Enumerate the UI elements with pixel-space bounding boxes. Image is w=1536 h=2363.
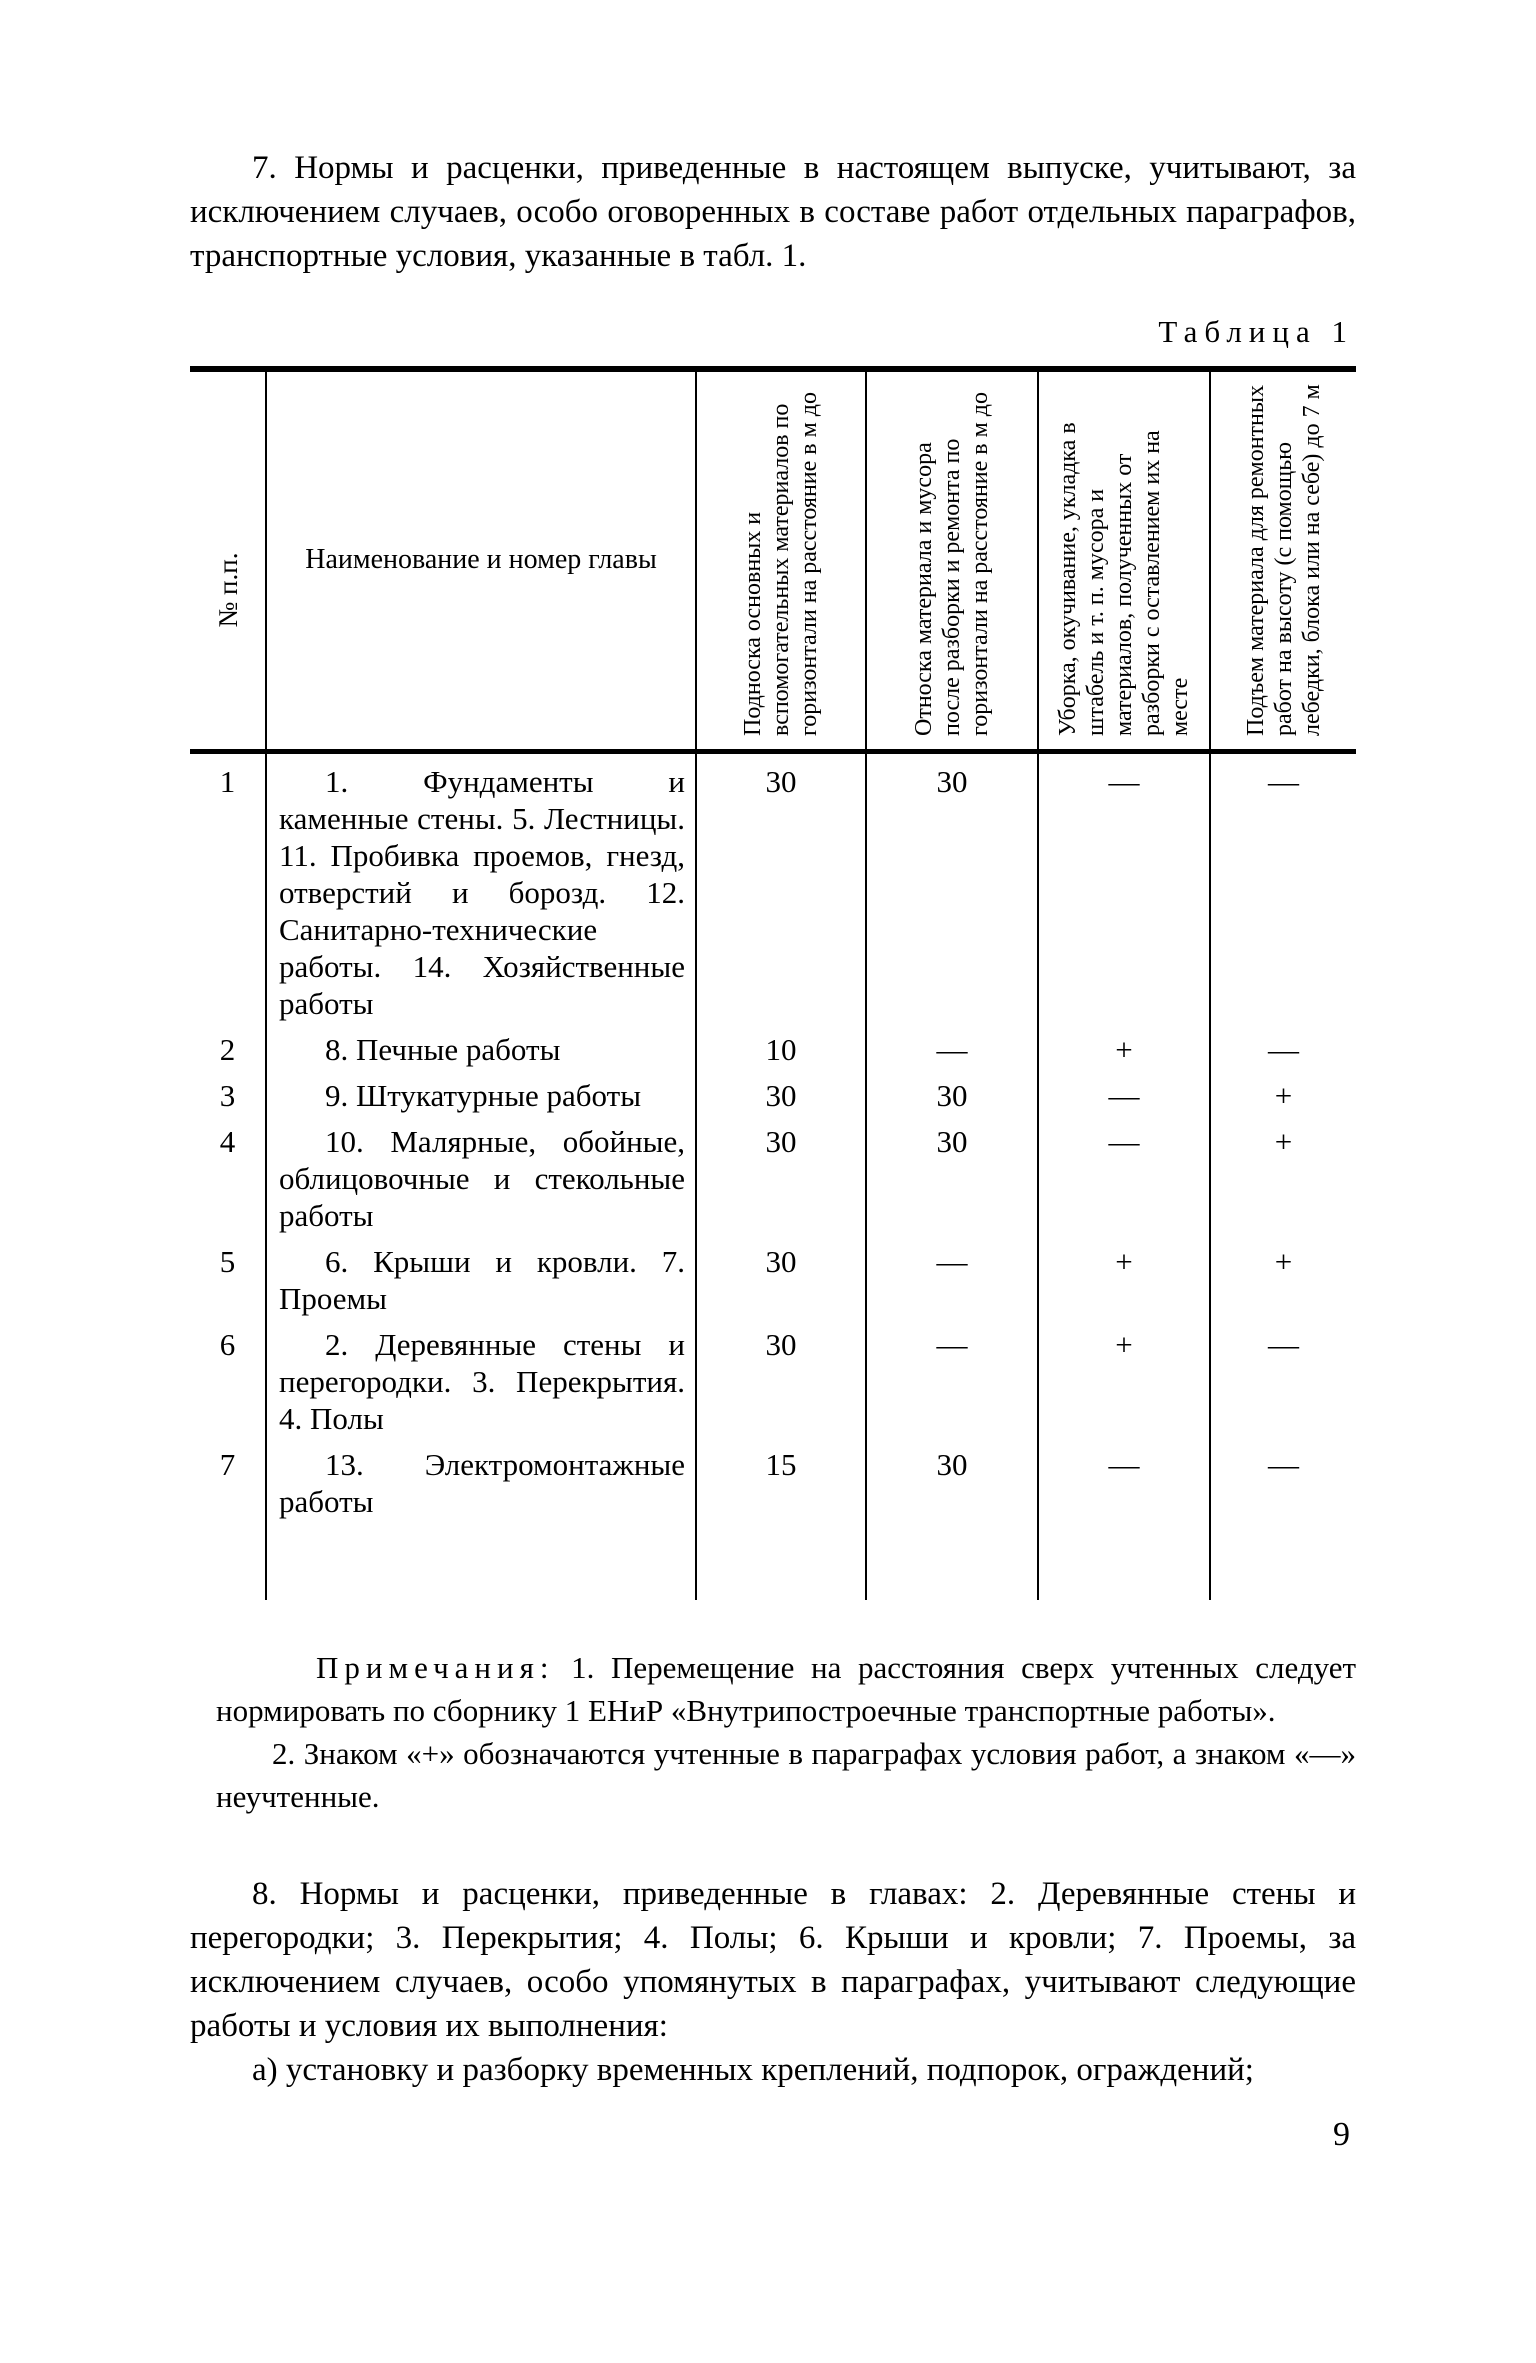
cell-podnoska: 10 — [696, 1022, 866, 1068]
cell-podnoska: 30 — [696, 1068, 866, 1114]
notes-paragraph-1 — [216, 1646, 1356, 1732]
column-header-row-number — [190, 369, 266, 751]
cell-podyem: — — [1210, 1317, 1356, 1437]
cell-podyem: + — [1210, 1068, 1356, 1114]
table-caption: Таблица 1 — [1158, 314, 1354, 349]
cell-uborka: + — [1038, 1022, 1210, 1068]
cell-podnoska: 15 — [696, 1437, 866, 1600]
column-header-row-number-label: № п.п. — [212, 552, 243, 628]
cell-podnoska: 30 — [696, 1234, 866, 1317]
cell-uborka: — — [1038, 751, 1210, 1022]
table-row — [190, 1317, 1356, 1437]
cell-podyem: — — [1210, 1437, 1356, 1600]
column-header-podnoska-label: Подноска основных и вспомогательных материалов по горизонтали на расстояние в м до — [740, 392, 822, 737]
cell-podyem: + — [1210, 1114, 1356, 1234]
table-row — [190, 1114, 1356, 1234]
column-header-podnoska — [696, 369, 866, 751]
cell-uborka: + — [1038, 1317, 1210, 1437]
row-number: 2 — [219, 1031, 236, 1067]
row-chapter-name: 10. Малярные, обойные, облицовочные и стекольные работы — [266, 1114, 696, 1234]
table-row — [190, 1437, 1356, 1600]
table-row — [190, 751, 1356, 1022]
column-header-podyem — [1210, 369, 1356, 751]
row-chapter-name: 1. Фундаменты и каменные стены. 5. Лестницы. 11. Пробивка проемов, гнезд, отверстий и борозд. 12. Санитарно-технические работы. 14. Хозяйственные работы — [266, 751, 696, 1022]
cell-otnoska: 30 — [866, 1068, 1038, 1114]
row-number: 5 — [219, 1243, 236, 1279]
cell-uborka: — — [1038, 1068, 1210, 1114]
column-header-uborka — [1038, 369, 1210, 751]
column-header-chapter-name — [266, 369, 696, 751]
cell-otnoska: 30 — [866, 1114, 1038, 1234]
cell-podyem: — — [1210, 1022, 1356, 1068]
row-number: 1 — [219, 763, 236, 799]
cell-otnoska: — — [866, 1234, 1038, 1317]
cell-podnoska: 30 — [696, 751, 866, 1022]
cell-uborka: — — [1038, 1437, 1210, 1600]
table-row — [190, 1068, 1356, 1114]
column-header-otnoska — [866, 369, 1038, 751]
cell-podyem: — — [1210, 751, 1356, 1022]
cell-uborka: + — [1038, 1234, 1210, 1317]
notes-label: Примечания: — [316, 1649, 555, 1685]
column-header-uborka-label: Уборка, окучивание, укладка в штабель и т. п. мусора и материалов, полученных от разборки с оставлением их на месте — [1055, 422, 1193, 737]
column-header-podyem-label: Подъем материала для ремонтных работ на высоту (с помощью лебедки, блока или на себе) до 7 м — [1242, 384, 1325, 737]
row-number: 6 — [219, 1326, 236, 1362]
item-a: а) установку и разборку временных креплений, подпорок, ограждений; — [252, 2051, 1254, 2088]
row-chapter-name: 9. Штукатурные работы — [266, 1068, 696, 1114]
cell-otnoska: 30 — [866, 751, 1038, 1022]
row-chapter-name: 13. Электромонтажные работы — [266, 1437, 696, 1600]
table-row — [190, 1022, 1356, 1068]
cell-podyem: + — [1210, 1234, 1356, 1317]
paragraph-7: 7. Нормы и расценки, приведенные в настоящем выпуске, учитывают, за исключением случаев, особо оговоренных в составе работ отдельных параграфов, транспортные условия, указанные в табл. 1. — [190, 150, 1356, 274]
row-chapter-name: 6. Крыши и кровли. 7. Проемы — [266, 1234, 696, 1317]
row-chapter-name: 2. Деревянные стены и перегородки. 3. Перекрытия. 4. Полы — [266, 1317, 696, 1437]
cell-podnoska: 30 — [696, 1114, 866, 1234]
row-chapter-name: 8. Печные работы — [266, 1022, 696, 1068]
row-number: 3 — [219, 1077, 236, 1113]
cell-otnoska: — — [866, 1022, 1038, 1068]
transport-conditions-table — [190, 366, 1356, 1600]
cell-uborka: — — [1038, 1114, 1210, 1234]
cell-otnoska: 30 — [866, 1437, 1038, 1600]
row-number: 4 — [219, 1123, 236, 1159]
cell-podnoska: 30 — [696, 1317, 866, 1437]
column-header-chapter-name-label: Наименование и номер главы — [305, 544, 657, 576]
column-header-otnoska-label: Относка материала и мусора после разборки и ремонта по горизонтали на расстояние в м до — [911, 392, 993, 737]
table-row — [190, 1234, 1356, 1317]
note-1-text: 1. Перемещение на расстояния сверх учтенных следует нормировать по сборнику 1 ЕНиР «Внутрипостроечные транспортные работы». — [216, 1649, 1357, 1728]
cell-otnoska: — — [866, 1317, 1038, 1437]
notes-paragraph-2: 2. Знаком «+» обозначаются учтенные в параграфах условия работ, а знаком «—» неучтенные. — [216, 1735, 1356, 1814]
table-header-row — [190, 369, 1356, 751]
paragraph-8: 8. Нормы и расценки, приведенные в главах: 2. Деревянные стены и перегородки; 3. Перекрытия; 4. Полы; 6. Крыши и кровли; 7. Проемы, за исключением случаев, особо упомянутых в параграфах, учитывают следующие работы и условия их выполнения: — [190, 1875, 1356, 2044]
row-number: 7 — [219, 1446, 236, 1482]
page-number: 9 — [1333, 2115, 1350, 2153]
